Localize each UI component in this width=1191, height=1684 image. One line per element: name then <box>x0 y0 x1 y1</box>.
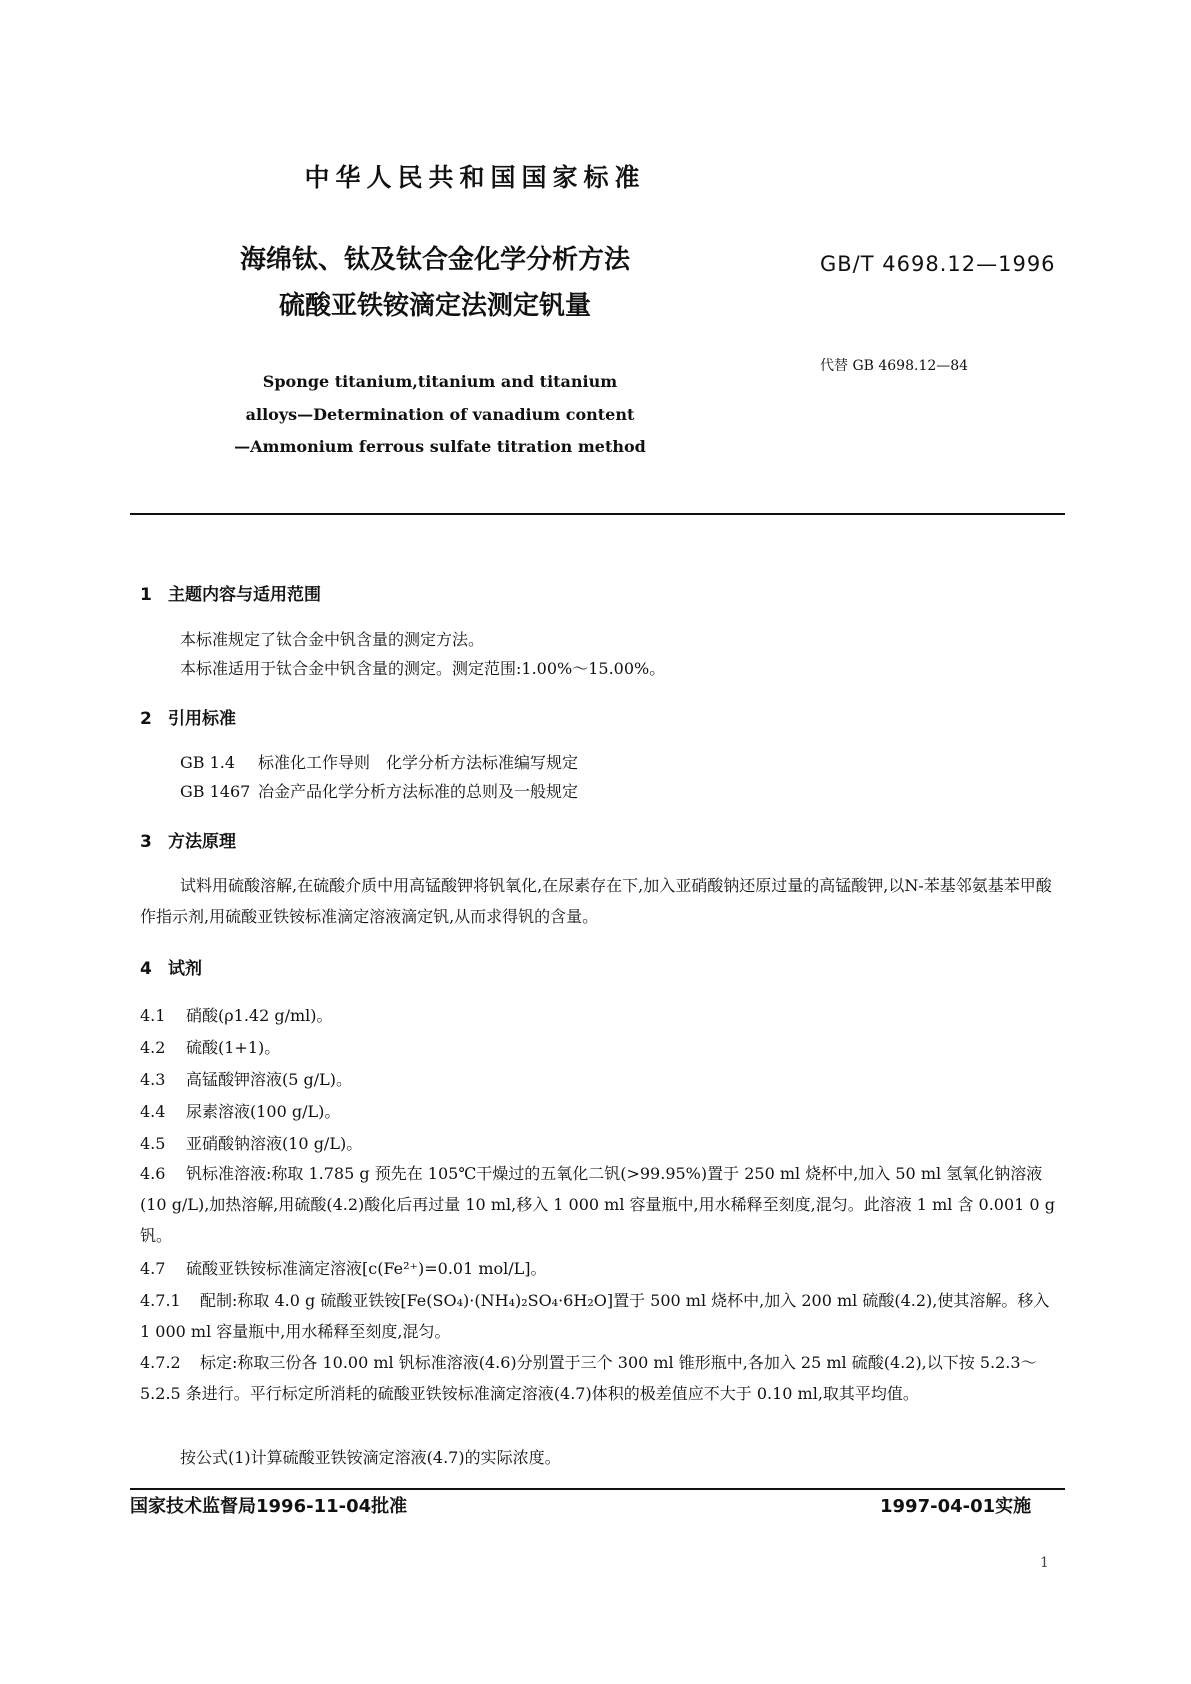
item-number: 4.2 <box>140 1038 166 1057</box>
page-number: 1 <box>1040 1555 1049 1571</box>
item-number: 4.7 <box>140 1259 166 1278</box>
item-number: 4.7.1 <box>140 1291 181 1310</box>
section-number: 3 <box>140 832 152 852</box>
reagent-item <box>140 1158 1060 1251</box>
item-number: 4.4 <box>140 1102 166 1121</box>
item-text: 尿素溶液(100 g/L)。 <box>186 1102 341 1121</box>
section-title: 引用标准 <box>168 709 236 729</box>
section-heading-3 <box>140 827 236 852</box>
paragraph: 本标准适用于钛合金中钒含量的测定。测定范围:1.00%～15.00%。 <box>180 659 666 678</box>
national-standard-heading: 中华人民共和国国家标准 <box>304 163 646 192</box>
english-title-line2: alloys—Determination of vanadium content <box>245 405 635 424</box>
item-text: 亚硝酸钠溶液(10 g/L)。 <box>186 1134 363 1153</box>
item-text: 高锰酸钾溶液(5 g/L)。 <box>186 1070 353 1089</box>
footer-divider <box>130 1488 1065 1490</box>
reagent-item <box>140 1099 340 1122</box>
reference-code: GB 1467 <box>180 782 251 801</box>
section-number: 4 <box>140 959 152 979</box>
item-text: 配制:称取 4.0 g 硫酸亚铁铵[Fe(SO₄)·(NH₄)₂SO₄·6H₂O]置于 500 ml 烧杯中,加入 200 ml 硫酸(4.2),使其溶解。移入 1 000 ml 容量瓶中,用水稀释至刻度,混匀。 <box>140 1291 1050 1341</box>
english-title-line3: —Ammonium ferrous sulfate titration method <box>234 437 646 456</box>
item-number: 4.7.2 <box>140 1353 181 1372</box>
item-number: 4.6 <box>140 1164 166 1183</box>
reference-item <box>180 753 578 773</box>
reagent-item <box>140 1131 362 1154</box>
reagent-item <box>140 1285 1060 1347</box>
section-title: 试剂 <box>168 959 202 979</box>
approval-date: 国家技术监督局1996-11-04批准 <box>130 1496 408 1517</box>
section-heading-1 <box>140 580 321 605</box>
reference-text: 冶金产品化学分析方法标准的总则及一般规定 <box>258 782 579 801</box>
reference-code: GB 1.4 <box>180 753 236 772</box>
reference-item <box>180 782 578 802</box>
section-heading-4 <box>140 954 202 979</box>
english-title-line1: Sponge titanium,titanium and titanium <box>262 372 618 391</box>
section-number: 2 <box>140 709 152 729</box>
reference-text: 标准化工作导则 化学分析方法标准编写规定 <box>258 753 579 772</box>
paragraph: 试料用硫酸溶解,在硫酸介质中用高锰酸钾将钒氧化,在尿素存在下,加入亚硝酸钠还原过量的高锰酸钾,以N-苯基邻氨基苯甲酸作指示剂,用硫酸亚铁铵标准滴定溶液滴定钒,从而求得钒的含量。 <box>140 876 1052 926</box>
item-text: 标定:称取三份各 10.00 ml 钒标准溶液(4.6)分别置于三个 300 ml 锥形瓶中,各加入 25 ml 硫酸(4.2),以下按 5.2.3～5.2.5 条进行。平行标定所消耗的硫酸亚铁铵标准滴定溶液(4.7)体积的极差值应不大于 0.10 ml,取其平均值。 <box>140 1353 1037 1403</box>
reagent-item <box>140 1256 547 1279</box>
reagent-item <box>140 1003 333 1026</box>
item-text: 硫酸亚铁铵标准滴定溶液[c(Fe²⁺)=0.01 mol/L]。 <box>186 1259 547 1278</box>
paragraph: 本标准规定了钛合金中钒含量的测定方法。 <box>180 630 485 649</box>
item-text: 硫酸(1+1)。 <box>186 1038 281 1057</box>
paragraph: 按公式(1)计算硫酸亚铁铵滴定溶液(4.7)的实际浓度。 <box>180 1448 561 1467</box>
item-text: 钒标准溶液:称取 1.785 g 预先在 105℃干燥过的五氧化二钒(>99.95%)置于 250 ml 烧杯中,加入 50 ml 氢氧化钠溶液(10 g/L),加热溶解,用硫酸(4.2)酸化后再过量 10 ml,移入 1 000 ml 容量瓶中,用水稀释至刻度,混匀。此溶液 1 ml 含 0.001 0 g 钒。 <box>140 1164 1055 1245</box>
item-number: 4.5 <box>140 1134 166 1153</box>
section-title: 主题内容与适用范围 <box>168 585 321 605</box>
document-title-line2: 硫酸亚铁铵滴定法测定钒量 <box>278 291 591 321</box>
reagent-item <box>140 1347 1060 1409</box>
document-title-line1: 海绵钛、钛及钛合金化学分析方法 <box>239 245 630 275</box>
item-number: 4.3 <box>140 1070 166 1089</box>
section-title: 方法原理 <box>168 832 236 852</box>
section-number: 1 <box>140 585 152 605</box>
effective-date: 1997-04-01实施 <box>880 1496 1032 1517</box>
item-number: 4.1 <box>140 1006 166 1025</box>
reagent-item <box>140 1067 352 1090</box>
item-text: 硝酸(ρ1.42 g/ml)。 <box>186 1006 333 1025</box>
section-heading-2 <box>140 704 236 729</box>
replaces-code: 代替 GB 4698.12—84 <box>820 358 969 374</box>
reagent-item <box>140 1035 280 1058</box>
standard-code: GB/T 4698.12—1996 <box>820 252 1056 276</box>
header-divider <box>130 513 1065 515</box>
